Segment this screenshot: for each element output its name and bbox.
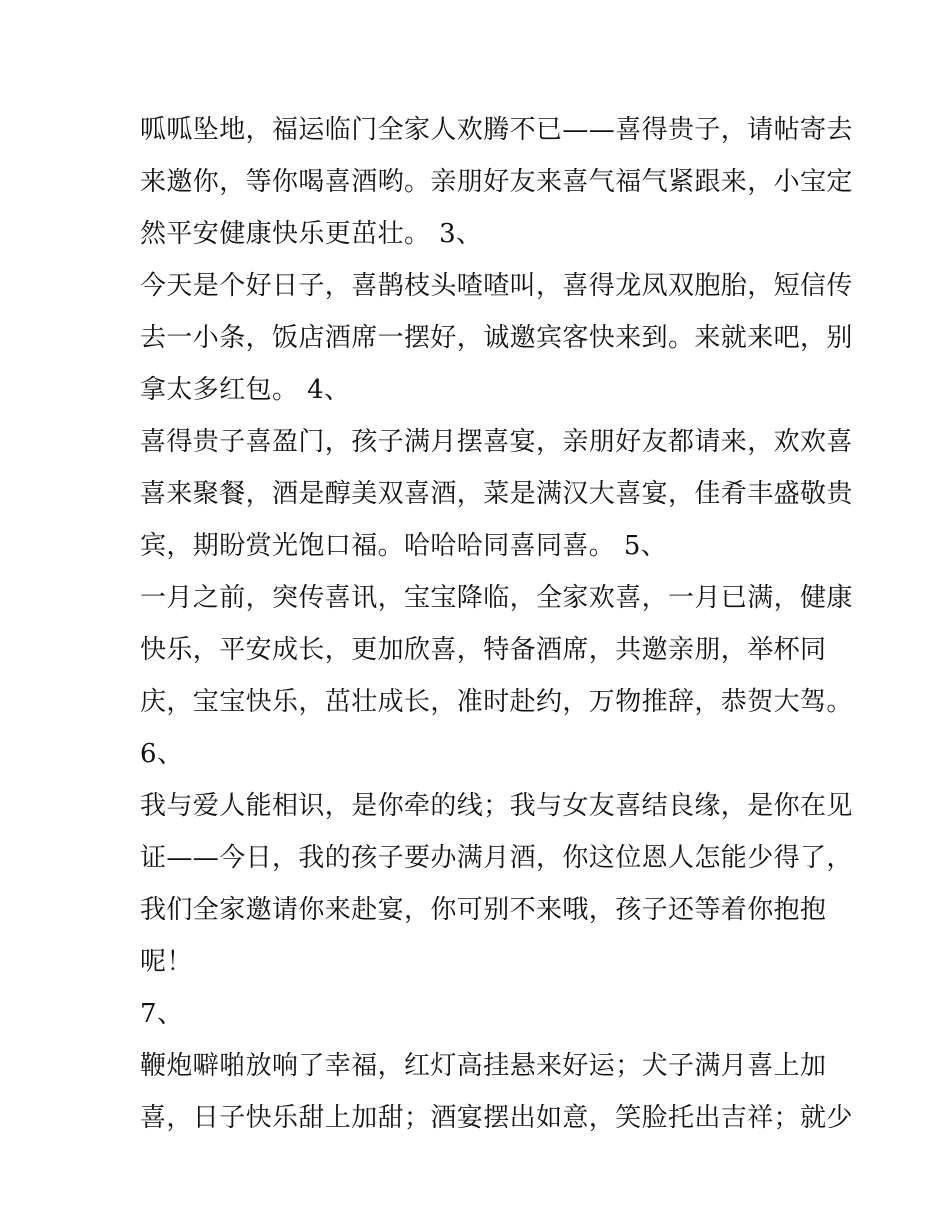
text-line: 拿太多红包。 4、 xyxy=(140,375,351,405)
text-line: 快乐，平安成长，更加欣喜，特备酒席，共邀亲朋，举杯同 xyxy=(140,635,827,665)
text-line: 一月之前，突传喜讯，宝宝降临，全家欢喜，一月已满，健康 xyxy=(140,583,853,613)
text-line: 喜来聚餐，酒是醇美双喜酒，菜是满汉大喜宴，佳肴丰盛敬贵 xyxy=(140,479,853,509)
text-line: 呱呱坠地，福运临门全家人欢腾不已——喜得贵子，请帖寄去 xyxy=(140,115,853,145)
text-line: 庆，宝宝快乐，茁壮成长，准时赴约，万物推辞，恭贺大驾。 xyxy=(140,687,853,717)
text-line: 6、 xyxy=(140,739,184,769)
text-line: 喜，日子快乐甜上加甜；酒宴摆出如意，笑脸托出吉祥；就少 xyxy=(140,1103,853,1133)
text-line: 证——今日，我的孩子要办满月酒，你这位恩人怎能少得了， xyxy=(140,843,853,873)
text-line: 宾，期盼赏光饱口福。哈哈哈同喜同喜。 5、 xyxy=(140,531,668,561)
text-line: 今天是个好日子，喜鹊枝头喳喳叫，喜得龙凤双胞胎，短信传 xyxy=(140,271,853,301)
text-line: 呢！ xyxy=(140,947,193,977)
text-line: 7、 xyxy=(140,999,184,1029)
text-line: 来邀你，等你喝喜酒哟。亲朋好友来喜气福气紧跟来，小宝定 xyxy=(140,167,853,197)
text-line: 然平安健康快乐更茁壮。 3、 xyxy=(140,219,483,249)
text-line: 喜得贵子喜盈门，孩子满月摆喜宴，亲朋好友都请来，欢欢喜 xyxy=(140,427,853,457)
text-line: 鞭炮噼啪放响了幸福，红灯高挂悬来好运；犬子满月喜上加 xyxy=(140,1051,827,1081)
text-line: 我与爱人能相识，是你牵的线；我与女友喜结良缘，是你在见 xyxy=(140,791,853,821)
text-line: 去一小条，饭店酒席一摆好，诚邀宾客快来到。来就来吧，别 xyxy=(140,323,853,353)
text-line: 我们全家邀请你来赴宴，你可别不来哦，孩子还等着你抱抱 xyxy=(140,895,827,925)
